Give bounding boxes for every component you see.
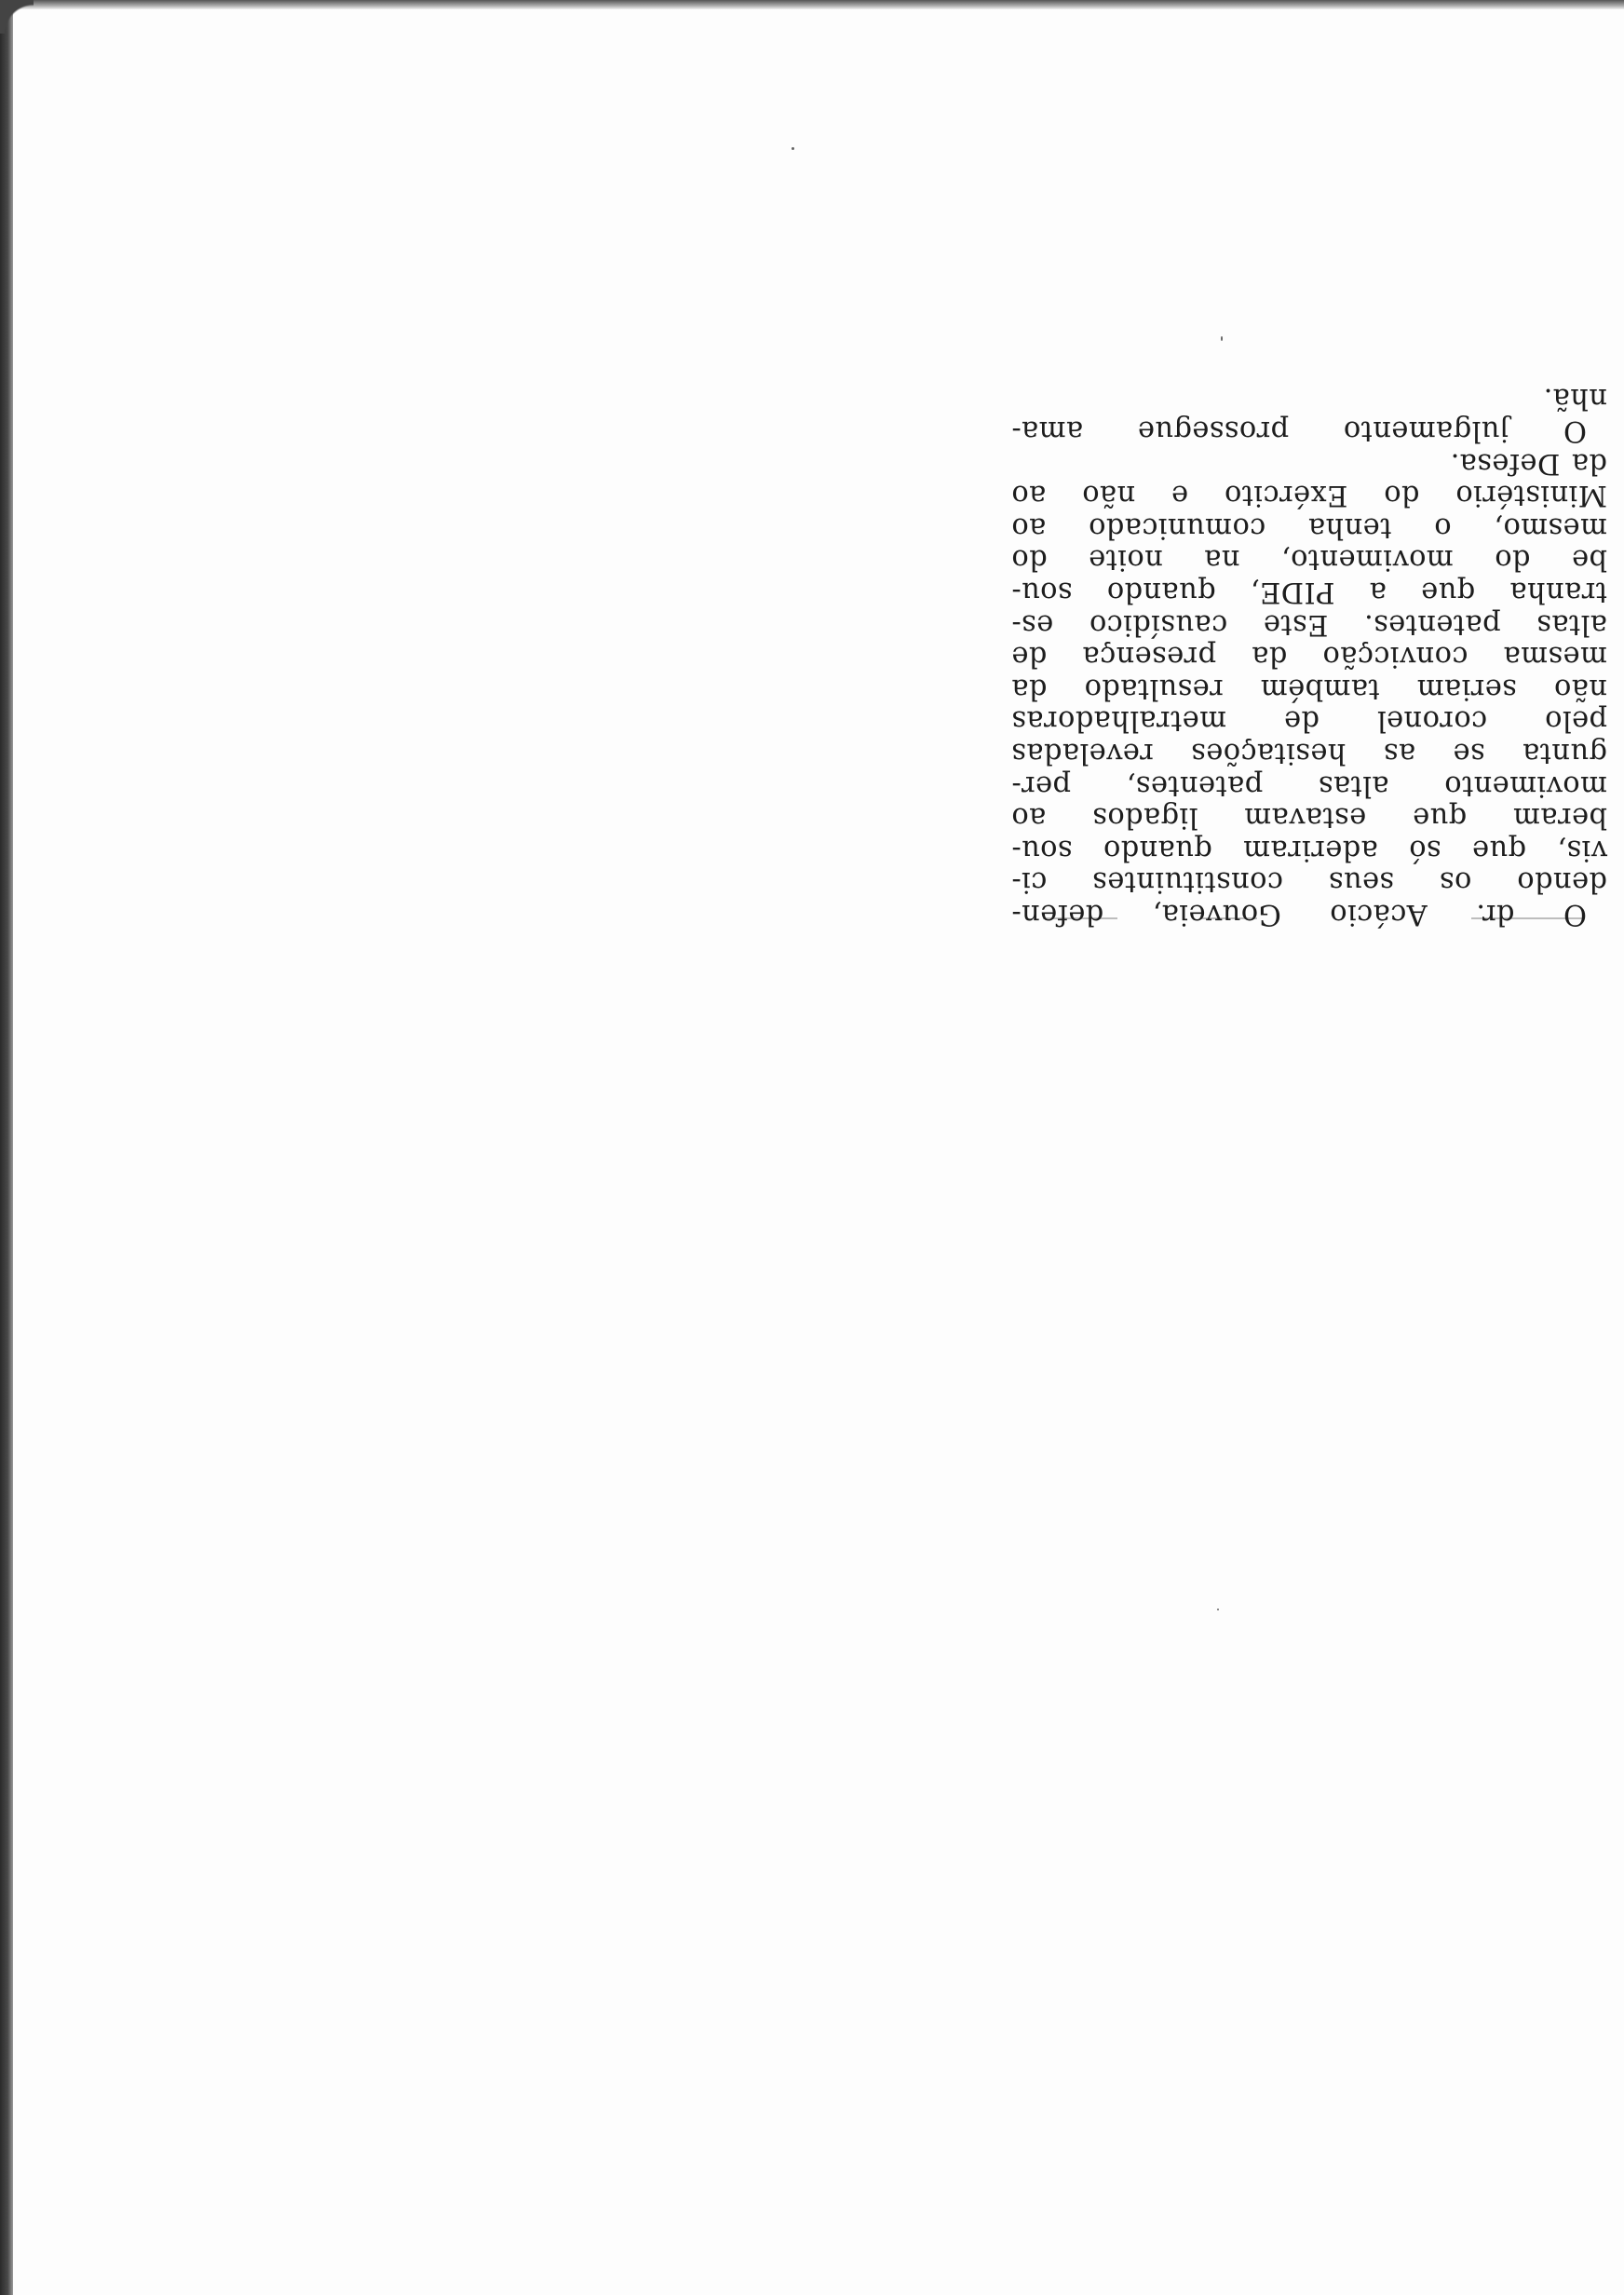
article-line: dendo os seus constituintes ci- [1011,865,1607,899]
article-line: não seriam também resultado da [1011,672,1607,705]
article-line: O julgamento prossegue ama- [1011,414,1587,448]
article-line: mesmo, o tenha comunicado ao [1011,510,1607,544]
scan-corner [0,0,34,34]
article-line: vis, que só aderiram quando sou- [1011,833,1607,866]
newspaper-clipping-upside-down [1011,324,1607,930]
article-line: da Defesa. [1450,446,1607,480]
article-line: gunta se as hesitações reveladas [1011,737,1607,770]
article-line: movimento altas patentes, per- [1011,768,1607,802]
article-column [1011,382,1607,930]
article-line: mesma convicção da presença de [1011,640,1607,673]
article-line: tranha que a PIDE, quando sou- [1011,576,1607,609]
dust-speck [1217,1609,1219,1610]
article-line: Ministério do Exército e não ao [1011,479,1607,512]
article-line: altas patentes. Este causídico es- [1011,607,1607,641]
article-line: nhã. [1543,382,1607,415]
scan-edge-top [0,0,1624,9]
dust-speck [792,147,794,150]
scan-edge-left [0,0,13,2295]
article-line: O dr. Acácio Gouveia, defen- [1011,898,1587,930]
article-line: pelo coronel de metralhadoras [1011,704,1607,738]
article-line: be do movimento, na noite do [1011,543,1607,577]
article-line: beram que estavam ligados ao [1011,801,1607,835]
